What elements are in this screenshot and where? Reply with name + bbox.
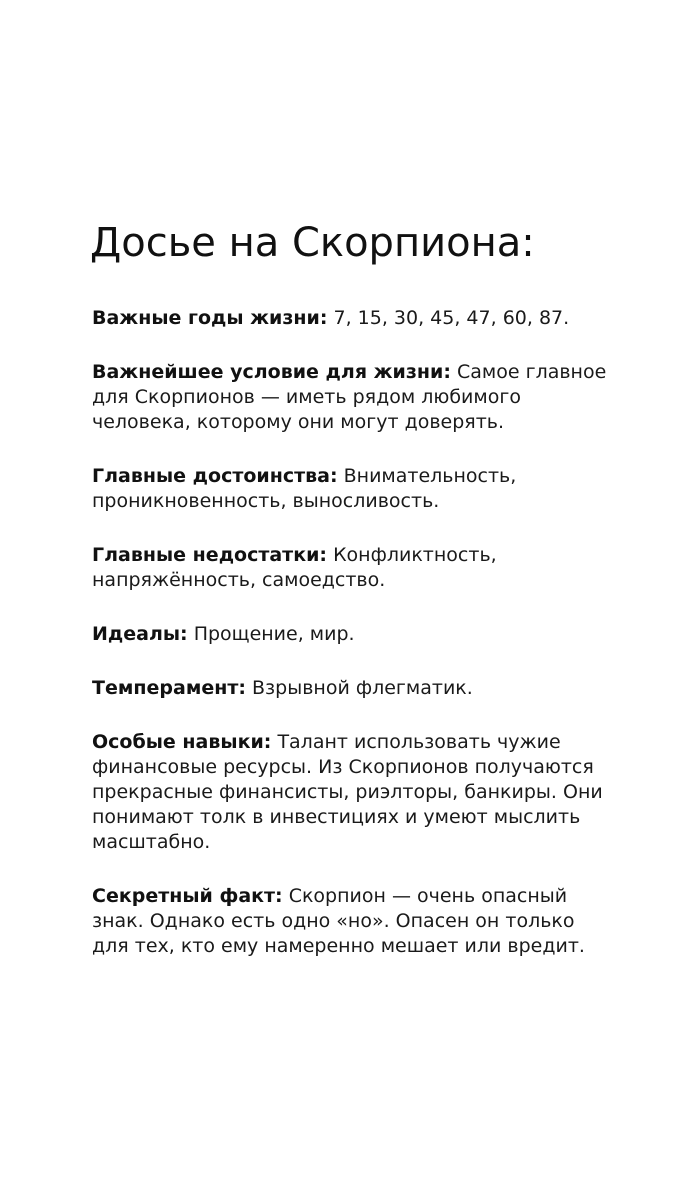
- item-label: Главные достоинства:: [92, 465, 338, 487]
- item-text: Самое главное для Скорпионов — иметь рядом любимого человека, которому они могут доверять.: [92, 361, 607, 433]
- item-text: 7, 15, 30, 45, 47, 60, 87.: [333, 307, 570, 329]
- item-label: Секретный факт:: [92, 885, 283, 907]
- item-text: Скорпион — очень опасный знак. Однако есть одно «но». Опасен он только для тех, кто ему намеренно мешает или вредит.: [92, 885, 585, 957]
- item-label: Важнейшее условие для жизни:: [92, 361, 451, 383]
- dossier-item-secret-fact: [92, 884, 612, 959]
- item-label: Особые навыки:: [92, 731, 272, 753]
- item-text: Прощение, мир.: [193, 623, 355, 645]
- dossier-item-special-skills: [92, 730, 612, 855]
- dossier-item-life-condition: [92, 360, 612, 435]
- dossier-item-important-years: [92, 306, 612, 331]
- item-text: Взрывной флегматик.: [252, 677, 473, 699]
- item-label: Главные недостатки:: [92, 544, 328, 566]
- dossier-item-temperament: [92, 676, 612, 701]
- page-title: Досье на Скорпиона:: [90, 220, 535, 266]
- item-text: Внимательность, проникновенность, выносливость.: [92, 465, 517, 512]
- item-label: Идеалы:: [92, 623, 188, 645]
- dossier-list: [92, 306, 612, 988]
- item-text: Талант использовать чужие финансовые ресурсы. Из Скорпионов получаются прекрасные финансисты, риэлторы, банкиры. Они понимают толк в инвестициях и умеют мыслить масштабно.: [92, 731, 603, 853]
- item-label: Важные годы жизни:: [92, 307, 328, 329]
- dossier-item-strengths: [92, 464, 612, 514]
- dossier-item-weaknesses: [92, 543, 612, 593]
- item-label: Темперамент:: [92, 677, 246, 699]
- item-text: Конфликтность, напряжённость, самоедство.: [92, 544, 497, 591]
- dossier-item-ideals: [92, 622, 612, 647]
